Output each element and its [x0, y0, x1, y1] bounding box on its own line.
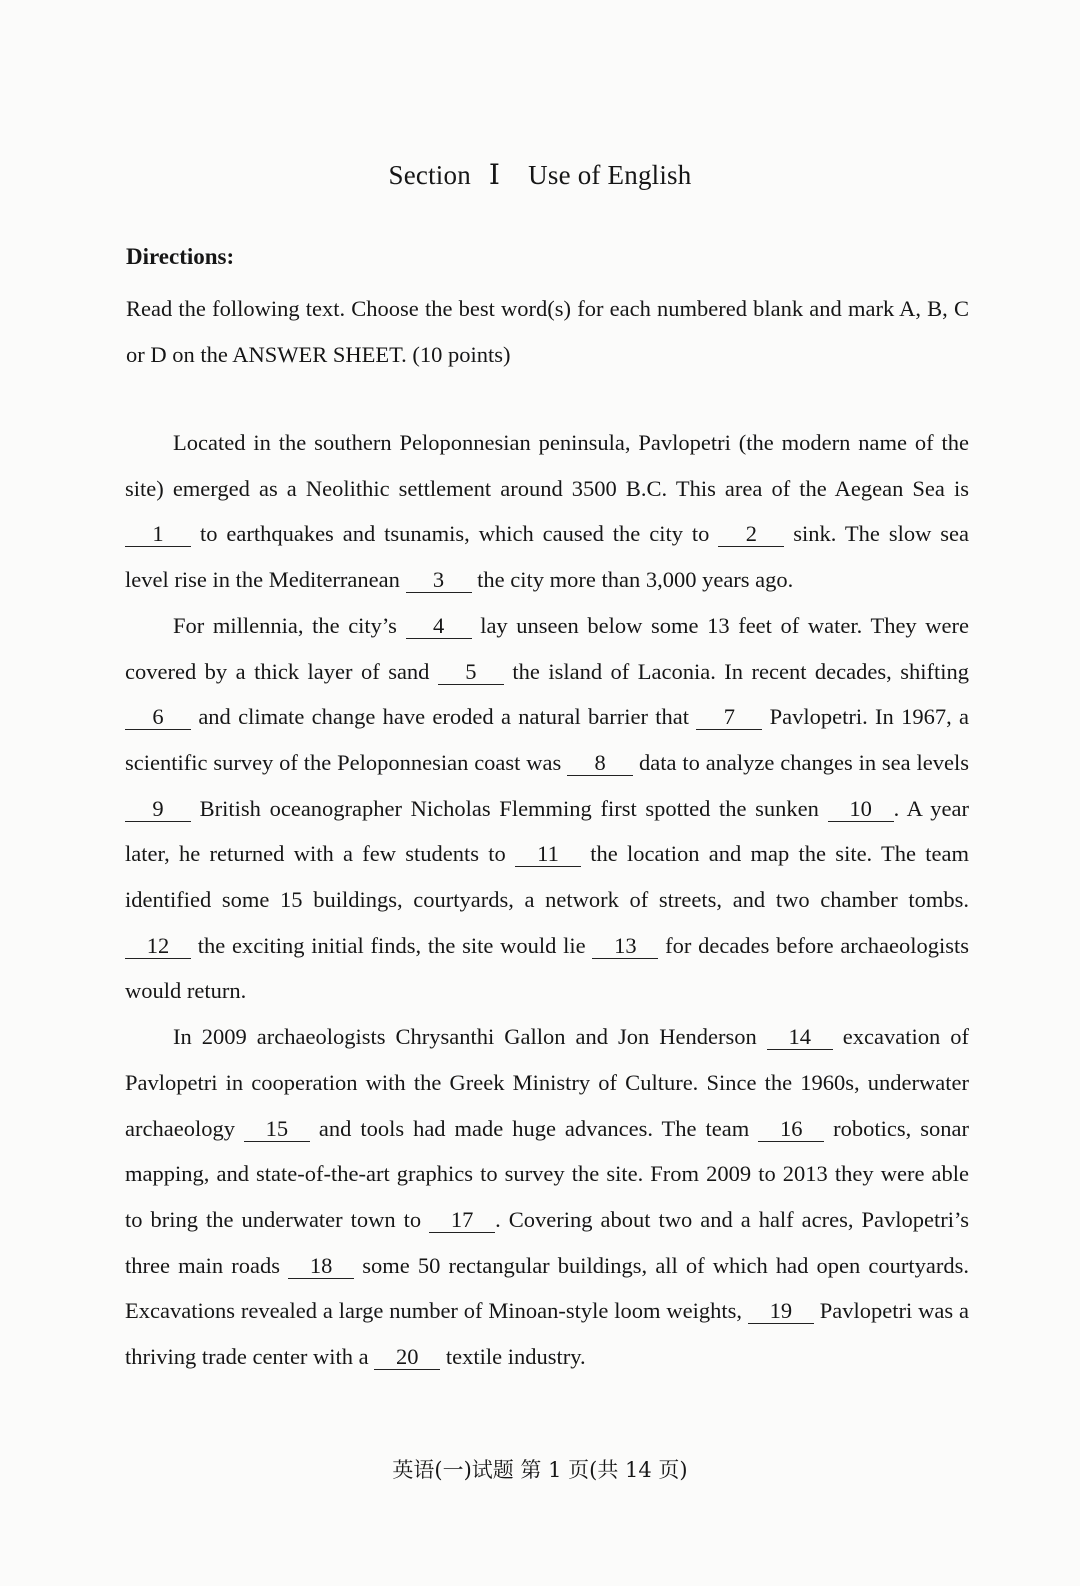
blank-13: 13 — [592, 934, 658, 959]
directions-text: Read the following text. Choose the best word(s) for each numbered blank and mark A, B, C or D on the ANSWER SHEET. (10 points) — [126, 296, 969, 367]
passage-text: Pavlopetri. In 1967, a scientific survey of the Peloponnesian coast was — [125, 704, 970, 775]
blank-9: 9 — [125, 797, 191, 822]
blank-7: 7 — [696, 705, 762, 730]
blank-8: 8 — [567, 751, 633, 776]
section-numeral: Ⅰ — [488, 160, 501, 191]
passage-text: sink. The slow sea level rise in the Mediterranean — [125, 521, 970, 593]
blank-18: 18 — [288, 1254, 354, 1279]
blank-20: 20 — [374, 1345, 440, 1370]
blank-2: 2 — [718, 522, 784, 547]
cloze-passage — [125, 420, 969, 1380]
blank-16: 16 — [758, 1117, 824, 1142]
blank-3: 3 — [406, 568, 472, 593]
blank-6: 6 — [125, 705, 191, 730]
passage-text: excavation of Pavlopetri in cooperation with the Greek Ministry of Culture. Since the 1960s, underwater archaeology — [125, 1024, 969, 1141]
passage-text: the island of Laconia. In recent decades, shifting — [512, 658, 969, 684]
passage-text: the city more than 3,000 years ago. — [477, 567, 794, 593]
blank-15: 15 — [244, 1117, 310, 1142]
blank-17: 17 — [429, 1208, 495, 1233]
passage-text: In 2009 archaeologists Chrysanthi Gallon and Jon Henderson — [173, 1024, 757, 1050]
passage-text: the exciting initial finds, the site would lie — [197, 932, 586, 958]
blank-12: 12 — [125, 934, 191, 959]
directions-heading: Directions: — [126, 244, 235, 269]
section-title — [0, 158, 1080, 192]
section-label: Section — [388, 160, 471, 190]
blank-10: 10 — [828, 797, 894, 822]
passage-text: and climate change have eroded a natural barrier that — [198, 704, 690, 730]
paragraph-2 — [125, 603, 969, 1014]
passage-text: . Covering about two and a half acres, Pavlopetri’s three main roads — [125, 1206, 969, 1278]
passage-text: . A year later, he returned with a few students to — [125, 795, 970, 867]
blank-1: 1 — [125, 522, 191, 547]
blank-5: 5 — [438, 660, 504, 685]
passage-text: textile industry. — [445, 1344, 586, 1370]
passage-text: lay unseen below some 13 feet of water. They were covered by a thick layer of sand — [125, 612, 970, 684]
paragraph-3 — [125, 1014, 969, 1380]
passage-text: to earthquakes and tsunamis, which caused the city to — [199, 521, 710, 547]
passage-text: and tools had made huge advances. The team — [318, 1115, 750, 1141]
passage-text: British oceanographer Nicholas Flemming first spotted the sunken — [199, 795, 819, 821]
passage-text: Located in the southern Peloponnesian peninsula, Pavlopetri (the modern name of the site) emerged as a Neolithic settlement around 3500 B.C. This area of the Aegean Sea is — [125, 430, 969, 501]
blank-4: 4 — [406, 614, 472, 639]
passage-text: robotics, sonar mapping, and state-of-the-art graphics to survey the site. From 2009 to 2013 they were able to bring the underwater town to — [125, 1115, 969, 1232]
blank-11: 11 — [515, 842, 581, 867]
paragraph-1 — [125, 420, 969, 603]
section-name: Use of English — [528, 160, 692, 190]
blank-19: 19 — [748, 1299, 814, 1324]
passage-text: data to analyze changes in sea levels — [639, 749, 969, 775]
blank-14: 14 — [767, 1025, 833, 1050]
passage-text: For millennia, the city’s — [173, 612, 397, 638]
passage-text: the location and map the site. The team identified some 15 buildings, courtyards, a network of streets, and two chamber tombs. — [125, 841, 970, 913]
page-footer: 英语(一)试题 第 1 页(共 14 页) — [392, 1458, 688, 1482]
passage-text: some 50 rectangular buildings, all of which had open courtyards. Excavations revealed a large number of Minoan-style loom weights, — [125, 1252, 969, 1324]
passage-text: Pavlopetri was a thriving trade center with a — [125, 1298, 969, 1370]
passage-text: for decades before archaeologists would return. — [125, 932, 970, 1004]
